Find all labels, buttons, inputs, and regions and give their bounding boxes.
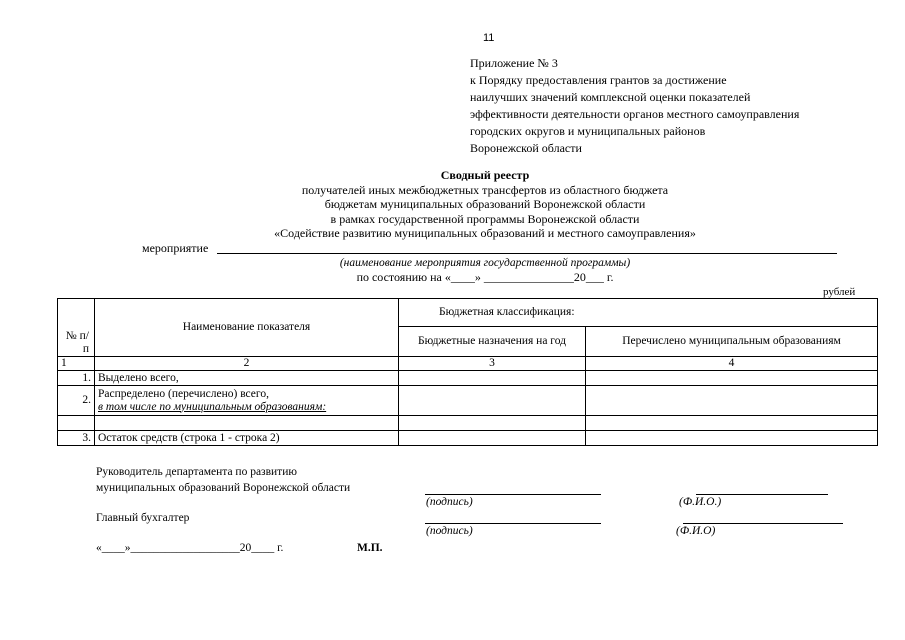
date-line: «____»___________________20____ г. xyxy=(96,542,284,554)
header-classification: Бюджетная классификация: xyxy=(399,299,878,327)
stamp-label: М.П. xyxy=(357,542,383,554)
row-name: Выделено всего, xyxy=(95,371,399,386)
appendix-line: наилучших значений комплексной оценки показателей xyxy=(470,90,751,104)
document-title xyxy=(230,168,740,241)
header-num xyxy=(58,299,95,357)
head-title-line2: муниципальных образований Воронежской области xyxy=(96,482,351,494)
appendix-line: Воронежской области xyxy=(470,141,582,155)
index-cell: 1 xyxy=(58,357,95,371)
row-transferred xyxy=(586,431,878,446)
row-num: 1. xyxy=(58,371,95,386)
row-num: 2. xyxy=(58,386,95,416)
appendix-line: городских округов и муниципальных районов xyxy=(470,124,706,138)
header-budget: Бюджетные назначения на год xyxy=(399,327,586,357)
signature-caption-2: (подпись) xyxy=(426,525,473,537)
row-subname: в том числе по муниципальным образованиям: xyxy=(98,400,327,413)
registry-table xyxy=(57,298,878,446)
signature-line-2 xyxy=(425,523,601,524)
fio-caption-2: (Ф.И.О) xyxy=(676,525,716,537)
event-fill-line xyxy=(217,253,837,254)
index-cell: 2 xyxy=(95,357,399,371)
title-line: бюджетам муниципальных образований Воронежской области xyxy=(324,197,646,211)
index-cell: 3 xyxy=(399,357,586,371)
row-transferred xyxy=(586,371,878,386)
appendix-line: Приложение № 3 xyxy=(470,56,558,70)
title-line: в рамках государственной программы Воронежской области xyxy=(330,211,640,226)
appendix-line: эффективности деятельности органов местного самоуправления xyxy=(470,107,800,121)
signature-line-1 xyxy=(425,494,601,495)
table-row xyxy=(58,431,878,446)
fio-line-1 xyxy=(696,494,828,495)
row-name: Распределено (перечислено) всего, xyxy=(98,387,269,400)
appendix-line: к Порядку предоставления грантов за достижение xyxy=(470,73,727,87)
row-name-cell xyxy=(95,386,399,416)
index-cell: 4 xyxy=(586,357,878,371)
fio-line-2 xyxy=(683,523,843,524)
table-row xyxy=(58,371,878,386)
state-date-line: по состоянию на «____» _______________20___ г. xyxy=(356,270,614,284)
header-name: Наименование показателя xyxy=(95,299,399,357)
row-budget xyxy=(399,386,586,416)
row-num: 3. xyxy=(58,431,95,446)
table-row xyxy=(58,386,878,416)
header-num-text: № п/п xyxy=(65,330,89,355)
signature-caption-1: (подпись) xyxy=(426,496,473,508)
row-transferred xyxy=(586,386,878,416)
title-line: «Содействие развитию муниципальных образований и местного самоуправления» xyxy=(274,226,696,240)
head-title-line1: Руководитель департамента по развитию xyxy=(96,466,297,478)
chief-accountant-label: Главный бухгалтер xyxy=(96,512,190,524)
row-budget xyxy=(399,371,586,386)
appendix-block xyxy=(470,55,799,157)
header-transferred: Перечислено муниципальным образованиям xyxy=(586,327,878,357)
table-row-blank xyxy=(58,416,878,431)
row-budget xyxy=(399,431,586,446)
fio-caption-1: (Ф.И.О.) xyxy=(679,496,722,508)
title-line: получателей иных межбюджетных трансфертов из областного бюджета xyxy=(301,182,669,197)
units-label: рублей xyxy=(823,286,856,298)
title-heading: Сводный реестр xyxy=(440,168,530,182)
row-name: Остаток средств (строка 1 - строка 2) xyxy=(95,431,399,446)
event-caption: (наименование мероприятия государственной программы) xyxy=(339,257,631,269)
page-number: 11 xyxy=(483,32,495,44)
event-label: мероприятие xyxy=(142,241,209,255)
